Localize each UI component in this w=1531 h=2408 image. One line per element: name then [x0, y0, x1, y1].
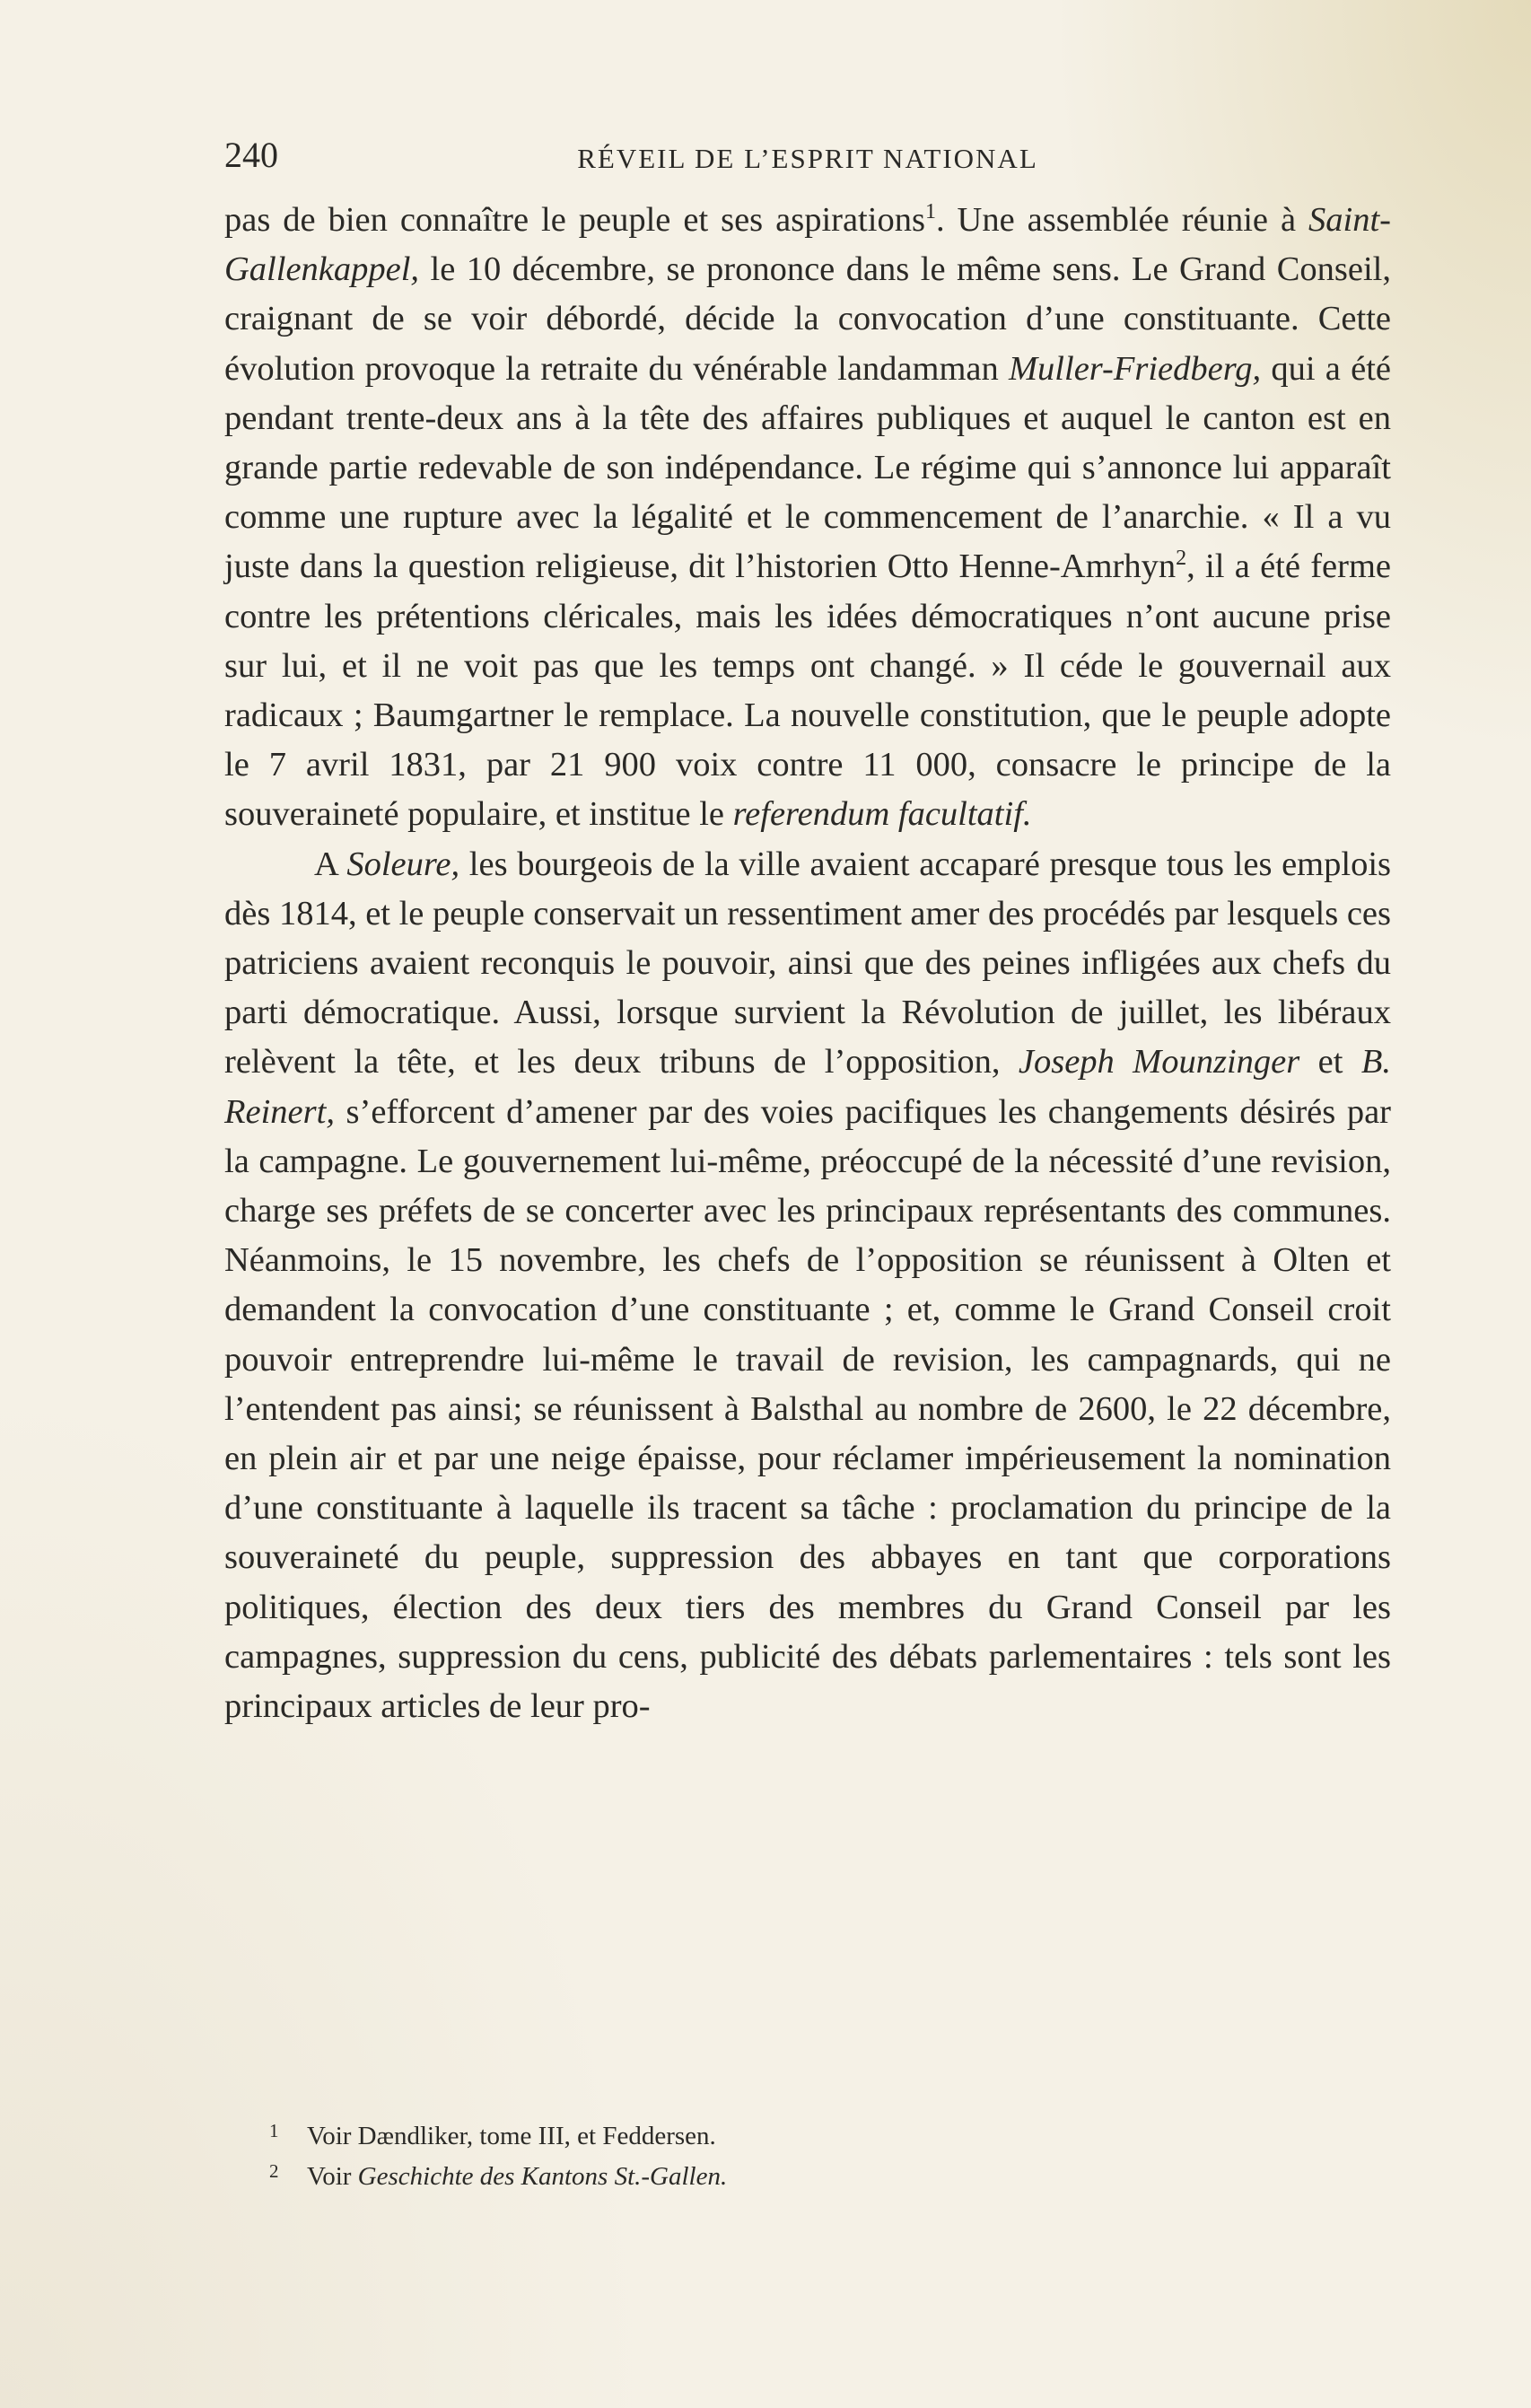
footnote-text: Voir Dændliker, tome III, et Feddersen. [307, 2122, 716, 2150]
footnotes [269, 2116, 1391, 2197]
text-run: s’efforcent d’amener par des voies pacifiques les changements désirés par la campagne. Le gouvernement lui-même, préoccupé de la nécessité d’une revision, charge ses préfets de se concerter avec les principaux représentants des communes. Néanmoins, le 15 novembre, les chefs de l’opposition se réunissent à Olten et demandent la convocation d’une constituante ; et, comme le Grand Conseil croit pouvoir entreprendre lui-même le travail de revision, les campagnards, qui ne l’entendent pas ainsi; se réunissent à Balsthal au nombre de 2600, le 22 décembre, en plein air et par une neige épaisse, pour réclamer impérieusement la nomination d’une constituante à laquelle ils tracent sa tâche : proclamation du principe de la souveraineté du peuple, suppression des abbayes en tant que corporations politiques, élection des deux tiers des membres du Grand Conseil par les campagnes, suppression du cens, publicité des débats parlementaires : tels sont les principaux articles de leur pro- [224, 1092, 1391, 1726]
text-run: les bourgeois de la ville avaient accaparé presque tous les emplois dès 1814, et le peuple conservait un ressentiment amer des procédés par lesquels ces patriciens avaient reconquis le pouvoir, ainsi que des peines infligées aux chefs du parti démocratique. Aussi, lorsque survient la Révolution de juillet, les libéraux relèvent la tête, et les deux tribuns de l’opposition, [224, 845, 1391, 1081]
body-text [224, 196, 1391, 1731]
place-name: Saint-Gallenkappel, [224, 201, 1391, 289]
footnote-2 [269, 2157, 1391, 2197]
text-run: et [1299, 1043, 1361, 1081]
text-run: , il a été ferme contre les prétentions cléricales, mais les idées démocratiques n’ont aucune prise sur lui, et il ne voit pas que les temps ont changé. » Il céde le gouvernail aux radicaux ; Baumgartner le remplace. La nouvelle constitution, que le peuple adopte le 7 avril 1831, par 21 900 voix contre 11 000, consacre le principe de la souveraineté populaire, et institue le [224, 547, 1391, 834]
text-run: le 10 décembre, se prononce dans le même sens. Le Grand Conseil, craignant de se voir débordé, décide la convocation d’une constituante. Cette évolution provoque la retraite du vénérable landamman [224, 250, 1391, 388]
footnote-book-title: Geschichte des Kantons St.-Gallen. [357, 2162, 728, 2191]
running-head [224, 133, 1391, 178]
footnote-ref-1[interactable]: 1 [924, 200, 936, 224]
footnote-1 [269, 2116, 1391, 2157]
text-run: pas de bien connaître le peuple et ses aspirations [224, 201, 925, 239]
text-run: . Une assemblée réunie à [935, 201, 1309, 239]
person-name: Muller-Friedberg, [1008, 349, 1262, 388]
running-title: RÉVEIL DE L’ESPRIT NATIONAL [577, 143, 1038, 174]
paragraph-saint-gall [224, 196, 1391, 840]
paragraph-soleure [224, 840, 1391, 1732]
term-referendum: referendum facultatif. [732, 795, 1032, 834]
place-name: Soleure, [346, 845, 460, 883]
person-name: Joseph Mounzinger [1018, 1043, 1300, 1081]
page-number: 240 [224, 135, 278, 175]
footnote-number: 2 [269, 2160, 279, 2182]
text-run: A [314, 845, 347, 883]
footnote-prefix: Voir [307, 2162, 358, 2191]
footnote-number: 1 [269, 2120, 279, 2141]
person-name: B. Reinert, [224, 1043, 1391, 1131]
footnote-ref-2[interactable]: 2 [1176, 547, 1187, 571]
text-run: qui a été pendant trente-deux ans à la tête des affaires publiques et auquel le canton est en grande partie redevable de son indépendance. Le régime qui s’annonce lui apparaît comme une rupture avec la légalité et le commencement de l’anarchie. « Il a vu juste dans la question religieuse, dit l’historien Otto Henne-Amrhyn [224, 349, 1391, 586]
